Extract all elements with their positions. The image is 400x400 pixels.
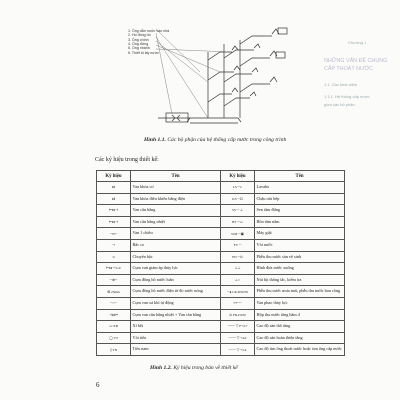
table-row [97,274,345,286]
table-row [97,193,345,205]
table-row [97,239,345,251]
symbol-name: Lavabo [255,182,345,194]
figure2-caption [150,365,238,371]
side-line: NHỮNG VẤN ĐỀ CHUNG [324,58,388,64]
symbol-name: Cao độ sàn hoàn thiện tầng [255,332,345,344]
side-line: 1.1. Các khái niệm [324,82,358,87]
legend-item: 3. Ống chính [128,37,149,42]
legend-item: 4. Ống đứng [128,42,149,47]
symbol-name: Vòi nước [255,239,345,251]
table-row [97,228,345,240]
legend-item: 5. Ống nhánh [128,46,150,51]
symbol-name: Cụm đồng hồ nước luân [131,274,221,286]
symbol-name: Tiểu nam [131,344,221,356]
fixture-symbol: ⊥⊥ [221,263,255,275]
side-line: Chương 1 [348,40,367,45]
figure1-caption-text: Các bộ phận của hệ thống cấp nước trong công trình [165,137,287,143]
valve-symbol: ▯ TN [97,344,131,356]
valve-symbol: ⊸ [97,239,131,251]
legend-item: 6. Thiết bị lấy nước [128,50,159,55]
symbol-name: Phễu thu nước sàn vệ sinh [255,251,345,263]
table-row [97,216,345,228]
header-symbol-right: Ký hiệu [221,171,255,182]
page-number: 6 [96,381,100,389]
figure1-caption [144,137,286,143]
fixture-symbol: SS ─ ⊥ [221,205,255,217]
symbol-name: Van 1 chiều [131,228,221,240]
table-row [97,332,345,344]
fixture-symbol: ⊶── [221,297,255,309]
table-row [97,205,345,217]
header-symbol-left: Ký hiệu [97,171,131,182]
fixture-symbol: FD ─⊙ [221,251,255,263]
valve-symbol: ⋈ [97,182,131,194]
fixture-symbol: ⊥∩ [221,274,255,286]
header-name-left: Tên [131,171,221,182]
valve-symbol: ⊢⋈⊣ GV [97,263,131,275]
fixture-symbol: ⊙ FD-D100 [221,309,255,321]
level-symbol: ─── ▽ +3.4 [221,344,255,356]
table-row [97,297,345,309]
table-row [97,263,345,275]
symbol-name: Cao độ tim ống thoát nước hoặc tim ống cấp nước [255,344,345,356]
symbol-name: Cụm van xả khí tự động [131,297,221,309]
fixture-symbol: BT ─▭ [221,216,255,228]
symbol-name: Phễu thu nước mưa mái, phễu thu nước ban công [255,286,345,298]
valve-symbol: ⊞ 25mm [97,286,131,298]
table-row [97,251,345,263]
valve-symbol: ⊃ [97,251,131,263]
legend-item: 1. Ống dẫn nước vào nhà [128,29,170,33]
table-row [97,182,345,194]
symbol-name: Rắc co [131,239,221,251]
symbol-name: Van phao thủy lực [255,297,345,309]
symbol-name: Vòi tiểu [131,332,221,344]
valve-symbol: ⊣⋈⊢ [97,309,131,321]
symbol-name: Van khóa điều khiển bằng điện [131,193,221,205]
intro-text: Các ký hiệu trong thiết kế: [95,157,159,163]
symbol-name: Cụm van giảm áp thủy lực [131,263,221,275]
fixture-symbol: LS ─◐ [221,182,255,194]
symbol-name: Hình đưa nước xuống [255,263,345,275]
valve-symbol: ⊢⋈⊣ [97,216,131,228]
side-line: 1.1.1. Hệ thống cấp nước [324,94,370,99]
level-symbol: ─── ▽ +4.0 [221,332,255,344]
fixture-symbol: ─● CR-D50/50 [221,286,255,298]
fixture-symbol: FV ─ [221,239,255,251]
symbol-name: Cụm van cân bằng nhiệt + Van cân bằng [131,309,221,321]
symbol-name: Hộp thu nước tầng hầm 4 [255,309,345,321]
table-header-row [97,171,345,182]
symbol-name: Van cân bằng nhiệt [131,216,221,228]
symbol-name: Xí bệt [131,321,221,333]
symbol-name: Máy giặt [255,228,345,240]
symbol-name: Chậu rửa bếp [255,193,345,205]
valve-symbol: ─⊕─ [97,274,131,286]
side-line: gồm các bộ phận [324,102,355,107]
table-row [97,286,345,298]
symbol-name: Sen tắm đứng [255,205,345,217]
figure2-caption-label: Hình 1.2. [150,365,172,371]
valve-symbol: ⊢⋈⊣ [97,205,131,217]
symbol-name: Cụm đồng hồ nước điện tử đo nước nóng [131,286,221,298]
header-name-right: Tên [255,171,345,182]
table-row [97,309,345,321]
symbol-name: Bồn tắm nằm [255,216,345,228]
valve-symbol: ▭ XB [97,321,131,333]
faded-facing-page-text [318,40,398,120]
side-line: CẤP THOÁT NƯỚC [324,66,374,72]
valve-symbol: ─N─ [97,228,131,240]
table-row [97,344,345,356]
symbol-name: Cao độ sàn thô tầng [255,321,345,333]
table-row [97,321,345,333]
symbol-name: Van khóa cơ [131,182,221,194]
figure2-caption-text: Ký hiệu trong bản vẽ thiết kế [171,365,238,371]
fixture-symbol: KS ─⊡ [221,193,255,205]
symbol-name: Chuyển bậc [131,251,221,263]
figure1-caption-label: Hình 1.1. [144,137,166,143]
symbols-table [96,170,345,356]
valve-symbol: ─○─ [97,297,131,309]
fixture-symbol: WM ─▣ [221,228,255,240]
valve-symbol: ◯ VT [97,332,131,344]
symbol-name: Van cân bằng [131,205,221,217]
level-symbol: ─── ▽ F+4.7 [221,321,255,333]
figure1-legend [128,29,169,55]
legend-item: 2. Hố đồng hồ [128,33,151,38]
valve-symbol: ⋈̂ [97,193,131,205]
symbol-name: Nút bịt thông tắc, kiểm tra [255,274,345,286]
